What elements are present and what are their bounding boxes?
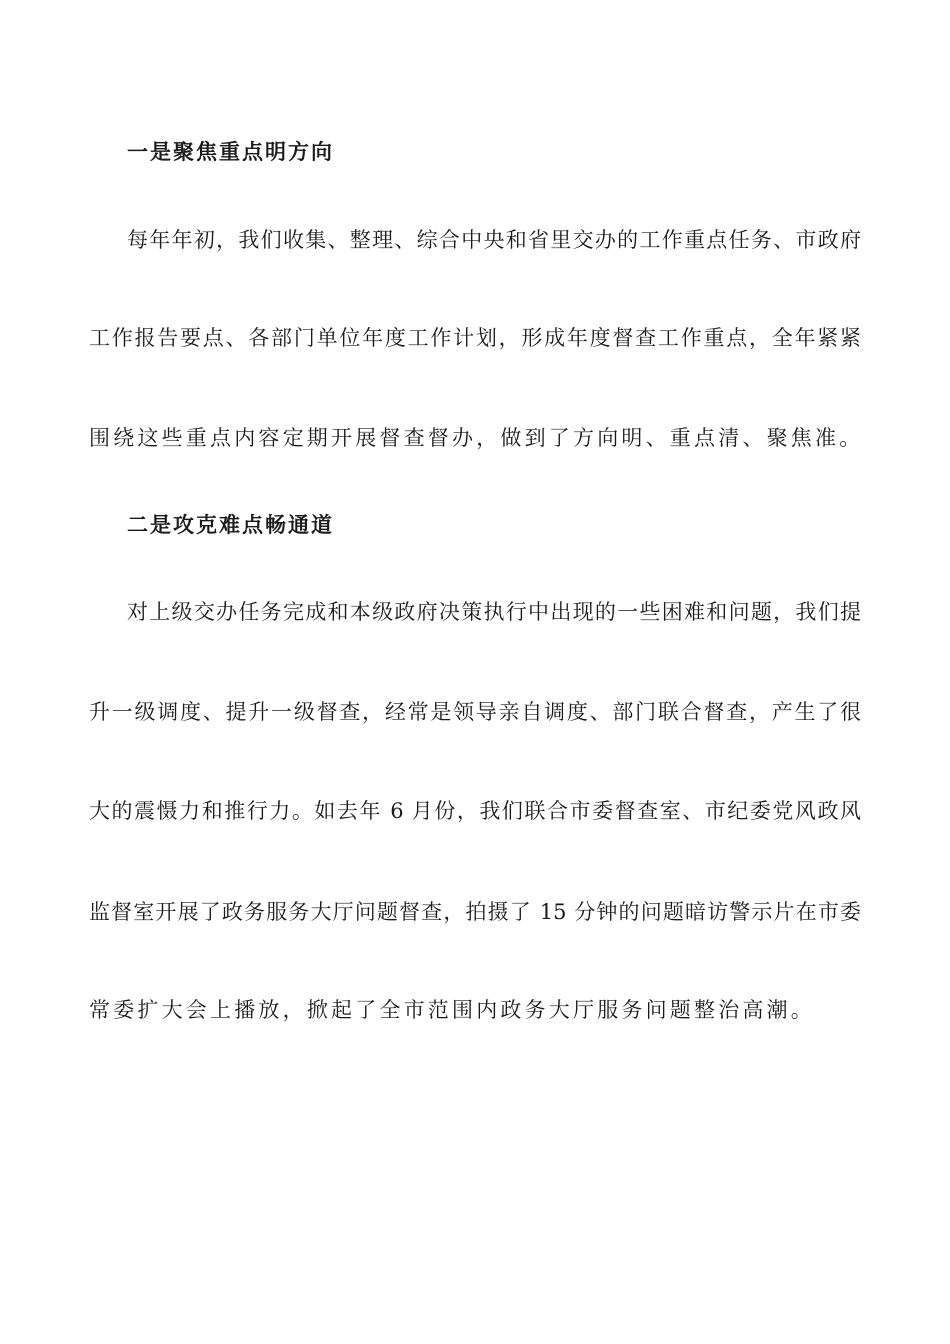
paragraph-line: 大的震慑力和推行力。如去年 6 月份，我们联合市委督查室、市纪委党风政风 [89, 799, 861, 823]
section-heading-focus-direction: 一是聚焦重点明方向 [127, 139, 334, 164]
paragraph-line: 工作报告要点、各部门单位年度工作计划，形成年度督查工作重点，全年紧紧 [89, 326, 861, 350]
paragraph-line: 常委扩大会上播放，掀起了全市范围内政务大厅服务问题整治高潮。 [89, 998, 815, 1022]
paragraph-line: 围绕这些重点内容定期开展督查督办，做到了方向明、重点清、聚焦准。 [89, 426, 864, 450]
paragraph-line: 每年年初，我们收集、整理、综合中央和省里交办的工作重点任务、市政府 [127, 228, 861, 252]
paragraph-line: 对上级交办任务完成和本级政府决策执行中出现的一些困难和问题，我们提 [127, 600, 861, 624]
paragraph-line: 升一级调度、提升一级督查，经常是领导亲自调度、部门联合督查，产生了很 [89, 700, 861, 724]
section-heading-overcome-difficulties: 二是攻克难点畅通道 [127, 512, 334, 537]
paragraph-line: 监督室开展了政务服务大厅问题督查，拍摄了 15 分钟的问题暗访警示片在市委 [89, 900, 861, 924]
